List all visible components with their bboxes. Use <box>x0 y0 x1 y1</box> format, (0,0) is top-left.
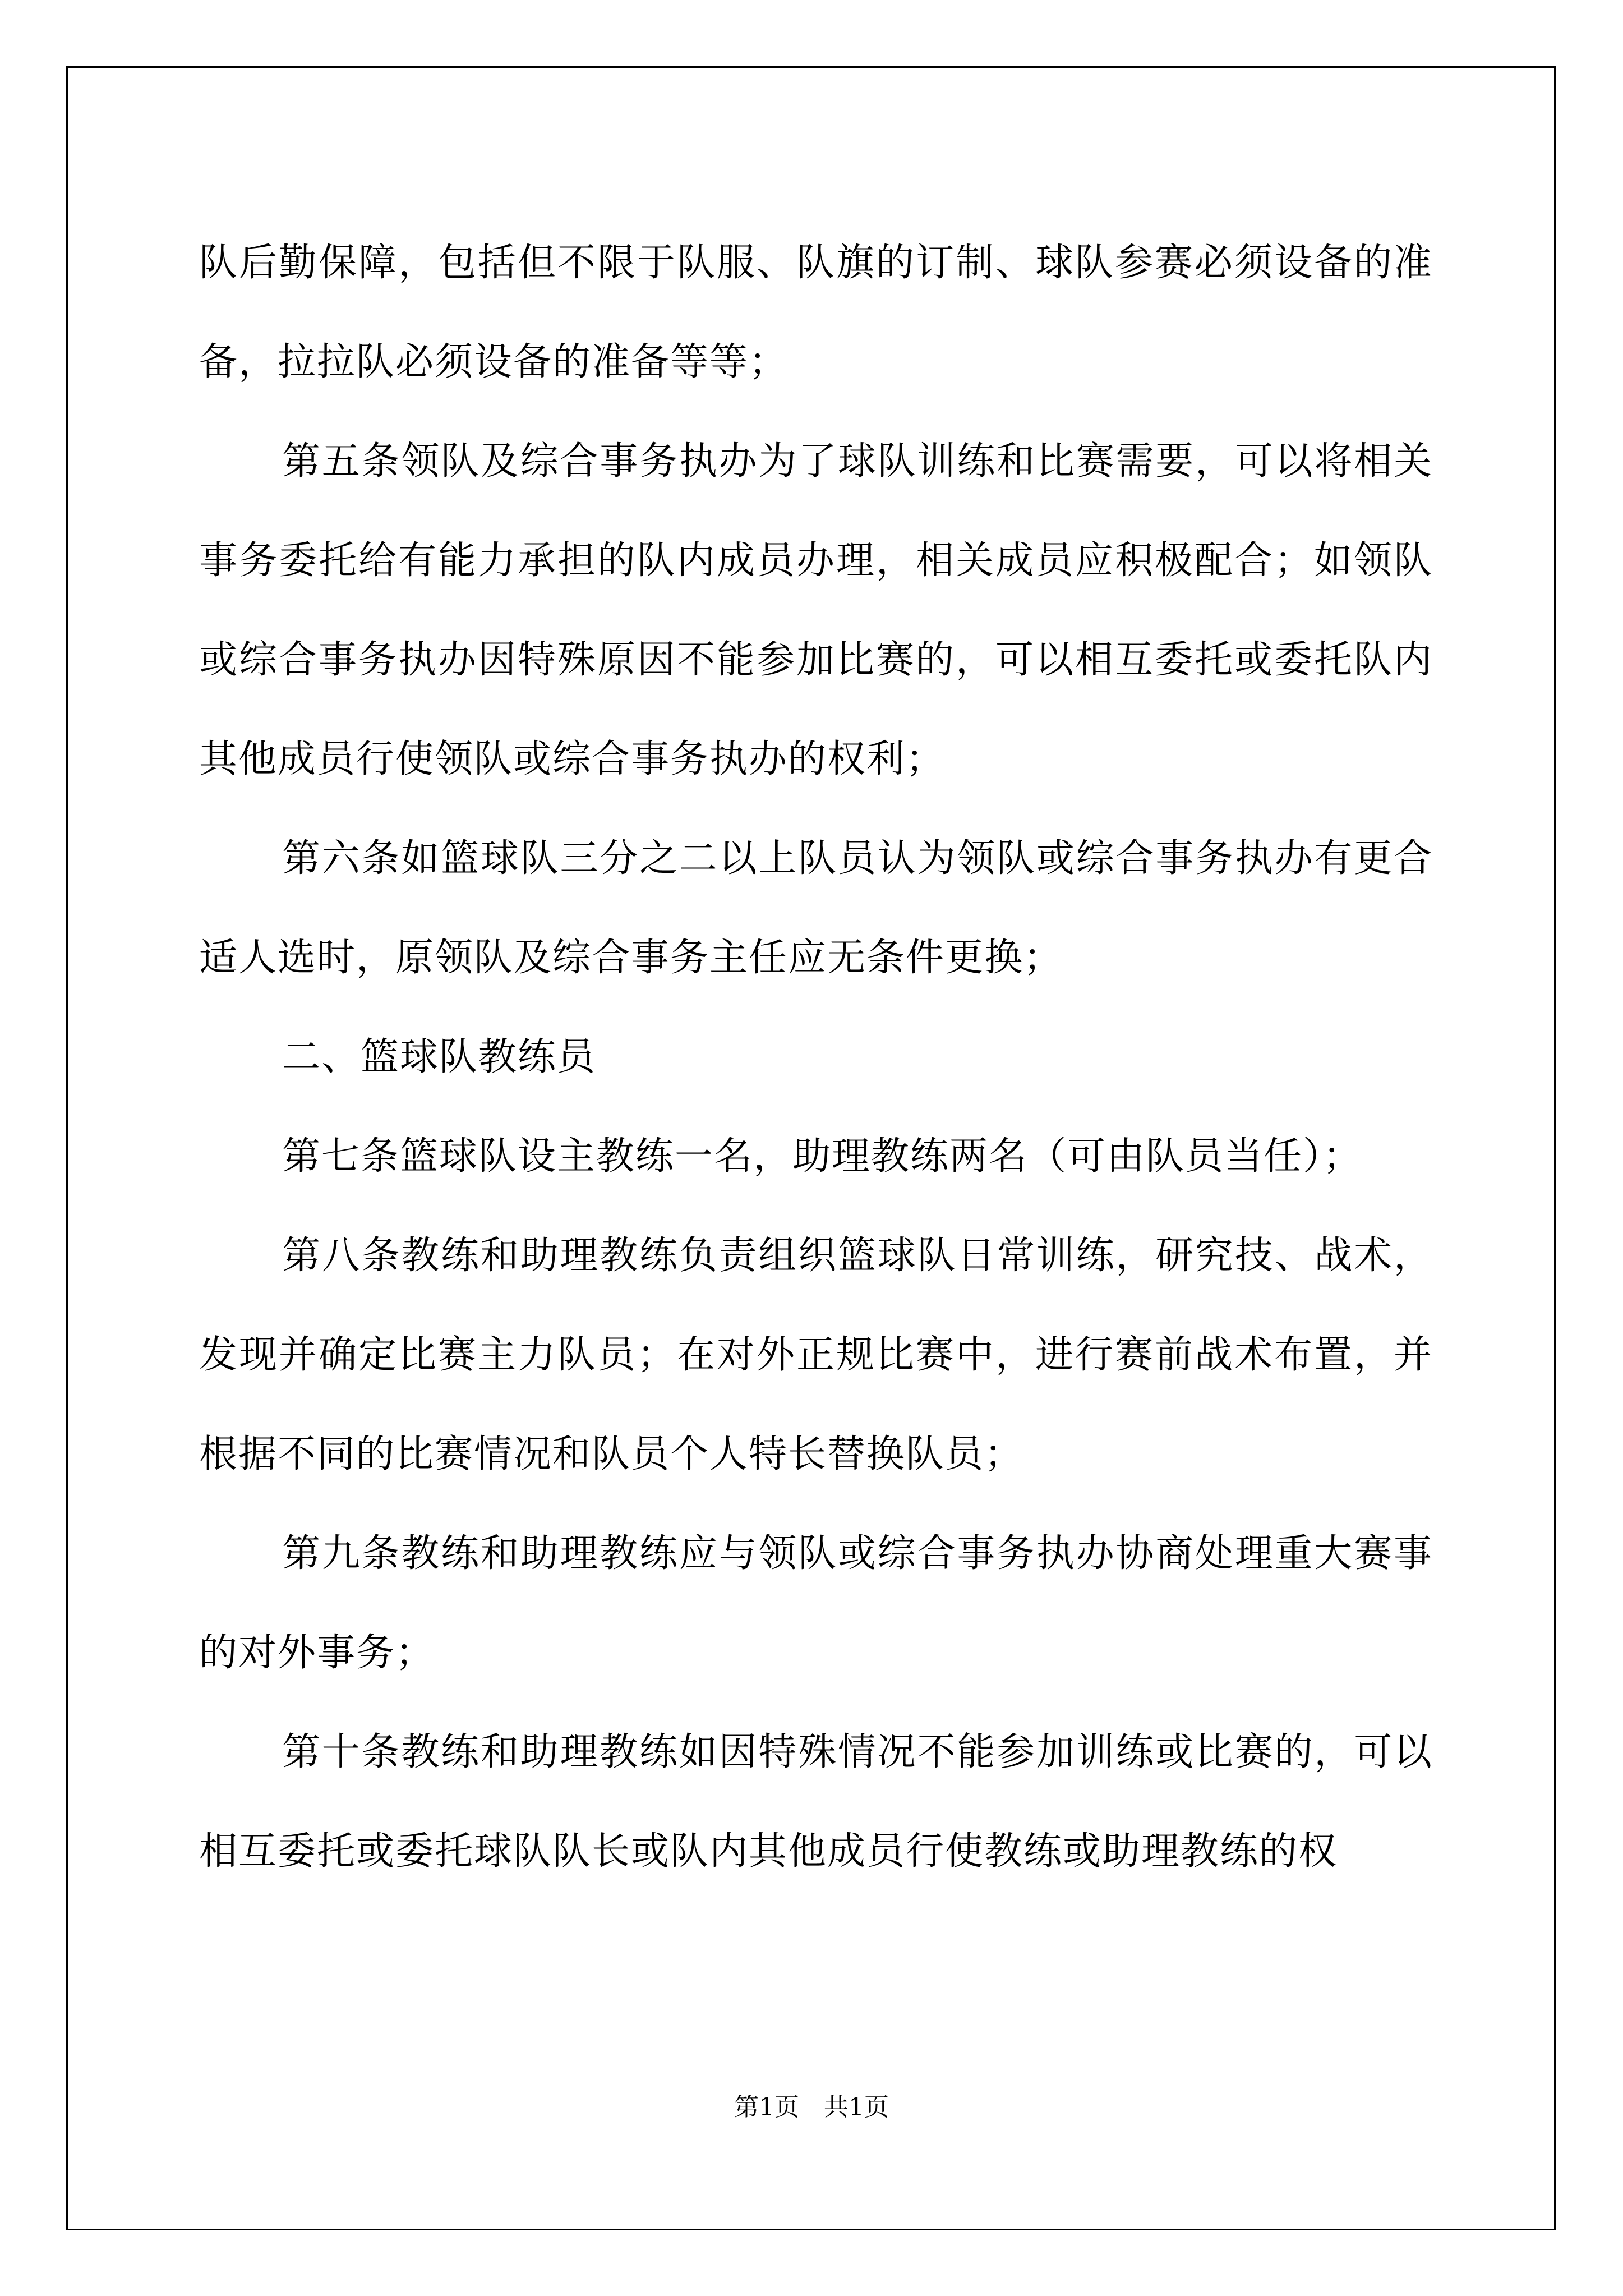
paragraph-article-8: 第八条教练和助理教练负责组织篮球队日常训练，研究技、战术，发现并确定比赛主力队员；在对外正规比赛中，进行赛前战术布置，并根据不同的比赛情况和队员个人特长替换队员； <box>199 1234 1433 1476</box>
paragraph-article-9: 第九条教练和助理教练应与领队或综合事务执办协商处理重大赛事的对外事务； <box>199 1531 1433 1675</box>
document-body <box>199 213 1433 1901</box>
paragraph-continuation: 队后勤保障，包括但不限于队服、队旗的订制、球队参赛必须设备的准备，拉拉队必须设备的准备等等； <box>199 241 1433 384</box>
paragraph-article-6: 第六条如篮球队三分之二以上队员认为领队或综合事务执办有更合适人选时，原领队及综合事务主任应无条件更换； <box>199 836 1433 980</box>
page-number-footer: 第1页 共1页 <box>734 2093 889 2122</box>
paragraph-article-5: 第五条领队及综合事务执办为了球队训练和比赛需要，可以将相关事务委托给有能力承担的队内成员办理，相关成员应积极配合；如领队或综合事务执办因特殊原因不能参加比赛的，可以相互委托或委托队内其他成员行使领队或综合事务执办的权利； <box>199 439 1433 781</box>
paragraph-article-7: 第七条篮球队设主教练一名，助理教练两名（可由队员当任）； <box>282 1134 1363 1179</box>
section-heading-coaches: 二、篮球队教练员 <box>282 1035 597 1079</box>
paragraph-article-10: 第十条教练和助理教练如因特殊情况不能参加训练或比赛的，可以相互委托或委托球队队长或队内其他成员行使教练或助理教练的权 <box>199 1730 1433 1874</box>
